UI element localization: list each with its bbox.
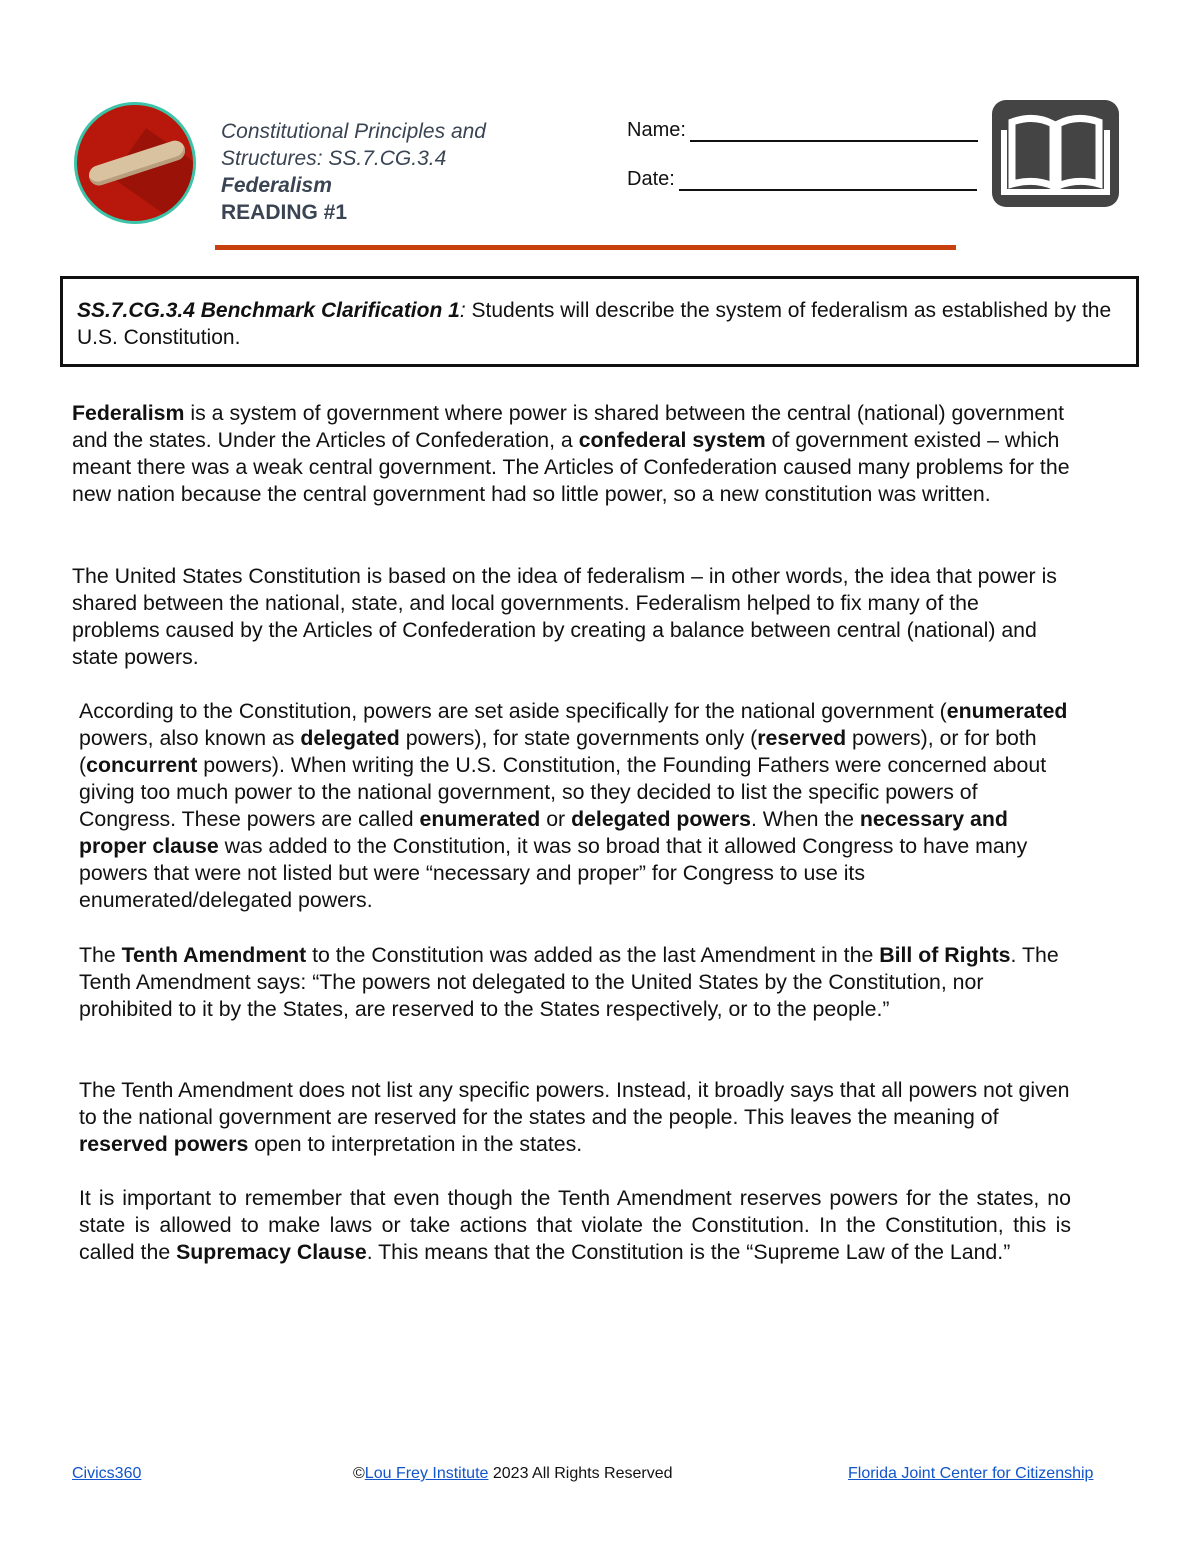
text-run: was added to the Constitution, it was so broad that it allowed Congress to have many powers that were not listed but were “necessary and proper” for Congress to use its enumerated/delegated powers. (79, 834, 1028, 912)
text-run: . This means that the Constitution is the “Supreme Law of the Land.” (366, 1240, 1011, 1264)
bold-term: concurrent (86, 753, 198, 777)
course-title-line1: Constitutional Principles and (221, 120, 486, 143)
text-run: is a system of government where power is shared between the central (national) government and the states. Under the Articles of Confederation, a (72, 401, 1065, 452)
civics360-link[interactable]: Civics360 (72, 1465, 142, 1482)
header-divider (215, 245, 956, 250)
text-run: powers). When writing the U.S. Constitution, the Founding Fathers were concerned about giving too much power to the national government, so they decided to list the specific powers of Congress. These powers are called (79, 753, 1047, 831)
text-run: powers), for state governments only ( (399, 726, 758, 750)
bold-term: necessary and proper clause (79, 807, 1008, 858)
bold-term: Supremacy Clause (176, 1240, 367, 1264)
paragraph-2 (72, 563, 1072, 671)
footer-left (72, 1465, 141, 1483)
course-title-line2: Structures: SS.7.CG.3.4 (221, 147, 447, 170)
copyright-symbol: © (353, 1465, 365, 1482)
name-blank[interactable] (690, 122, 978, 142)
bold-term: Bill of Rights (879, 943, 1011, 967)
topic-title: Federalism (221, 174, 332, 197)
name-label: Name: (627, 119, 686, 141)
text-run: to the Constitution was added as the last Amendment in the (306, 943, 880, 967)
document-header (221, 118, 486, 226)
constitution-scroll-logo (74, 102, 196, 224)
lou-frey-institute-link[interactable]: Lou Frey Institute (364, 1465, 489, 1482)
text-run: The (79, 943, 122, 967)
bold-term: delegated (300, 726, 400, 750)
copyright-text: 2023 All Rights Reserved (488, 1465, 673, 1482)
text-run: . When the (750, 807, 860, 831)
bold-term: reserved (757, 726, 847, 750)
date-label: Date: (627, 168, 675, 190)
benchmark-text: Students will describe the system of federalism as established by the U.S. Constitution. (77, 299, 1112, 349)
benchmark-colon: : (459, 299, 466, 322)
book-icon (992, 100, 1119, 207)
text-run: open to interpretation in the states. (248, 1132, 583, 1156)
text-run: According to the Constitution, powers are set aside specifically for the national government ( (79, 699, 947, 723)
text-run: The Tenth Amendment does not list any specific powers. Instead, it broadly says that all powers not given to the national government are reserved for the states and the people. This leaves the meaning of (79, 1078, 1070, 1129)
bold-term: Tenth Amendment (121, 943, 307, 967)
paragraph-3 (79, 698, 1079, 914)
text-run: It is important to remember that even though the Tenth Amendment reserves powers for the states, no state is allowed to make laws or take actions that violate the Constitution. In the Constitution, this is called the (79, 1186, 1071, 1264)
text-run: powers), or for both ( (79, 726, 1037, 777)
paragraph-1 (72, 400, 1090, 508)
date-field[interactable] (627, 168, 977, 191)
bold-term: reserved powers (79, 1132, 249, 1156)
text-run: powers, also known as (79, 726, 301, 750)
paragraph-5 (79, 1077, 1079, 1158)
benchmark-label: SS.7.CG.3.4 Benchmark Clarification 1 (77, 299, 460, 322)
reading-label: READING #1 (221, 201, 348, 224)
date-blank[interactable] (679, 171, 977, 191)
text-run: of government existed – which meant there was a weak central government. The Articles of Confederation caused many problems for the new nation because the central government had so little power, so a new constitution was written. (72, 428, 1070, 506)
name-field[interactable] (627, 119, 978, 142)
footer-right (848, 1465, 1093, 1483)
footer-center (353, 1465, 673, 1483)
bold-term: enumerated (946, 699, 1068, 723)
text-run: The United States Constitution is based on the idea of federalism – in other words, the idea that power is shared between the national, state, and local governments. Federalism helped to fix many of the problems caused by the Articles of Confederation by creating a balance between central (national) and state powers. (72, 564, 1057, 669)
paragraph-6 (79, 1185, 1071, 1266)
bold-term: delegated powers (571, 807, 751, 831)
paragraph-4 (79, 942, 1069, 1023)
bold-term: enumerated (419, 807, 541, 831)
bold-term: confederal system (578, 428, 766, 452)
text-run: . The Tenth Amendment says: “The powers not delegated to the United States by the Constitution, nor prohibited to it by the States, are reserved to the States respectively, or to the people.” (79, 943, 1059, 1021)
text-run: or (540, 807, 572, 831)
benchmark-box (60, 276, 1139, 367)
fjcc-link[interactable]: Florida Joint Center for Citizenship (848, 1465, 1094, 1482)
bold-term: Federalism (72, 401, 185, 425)
